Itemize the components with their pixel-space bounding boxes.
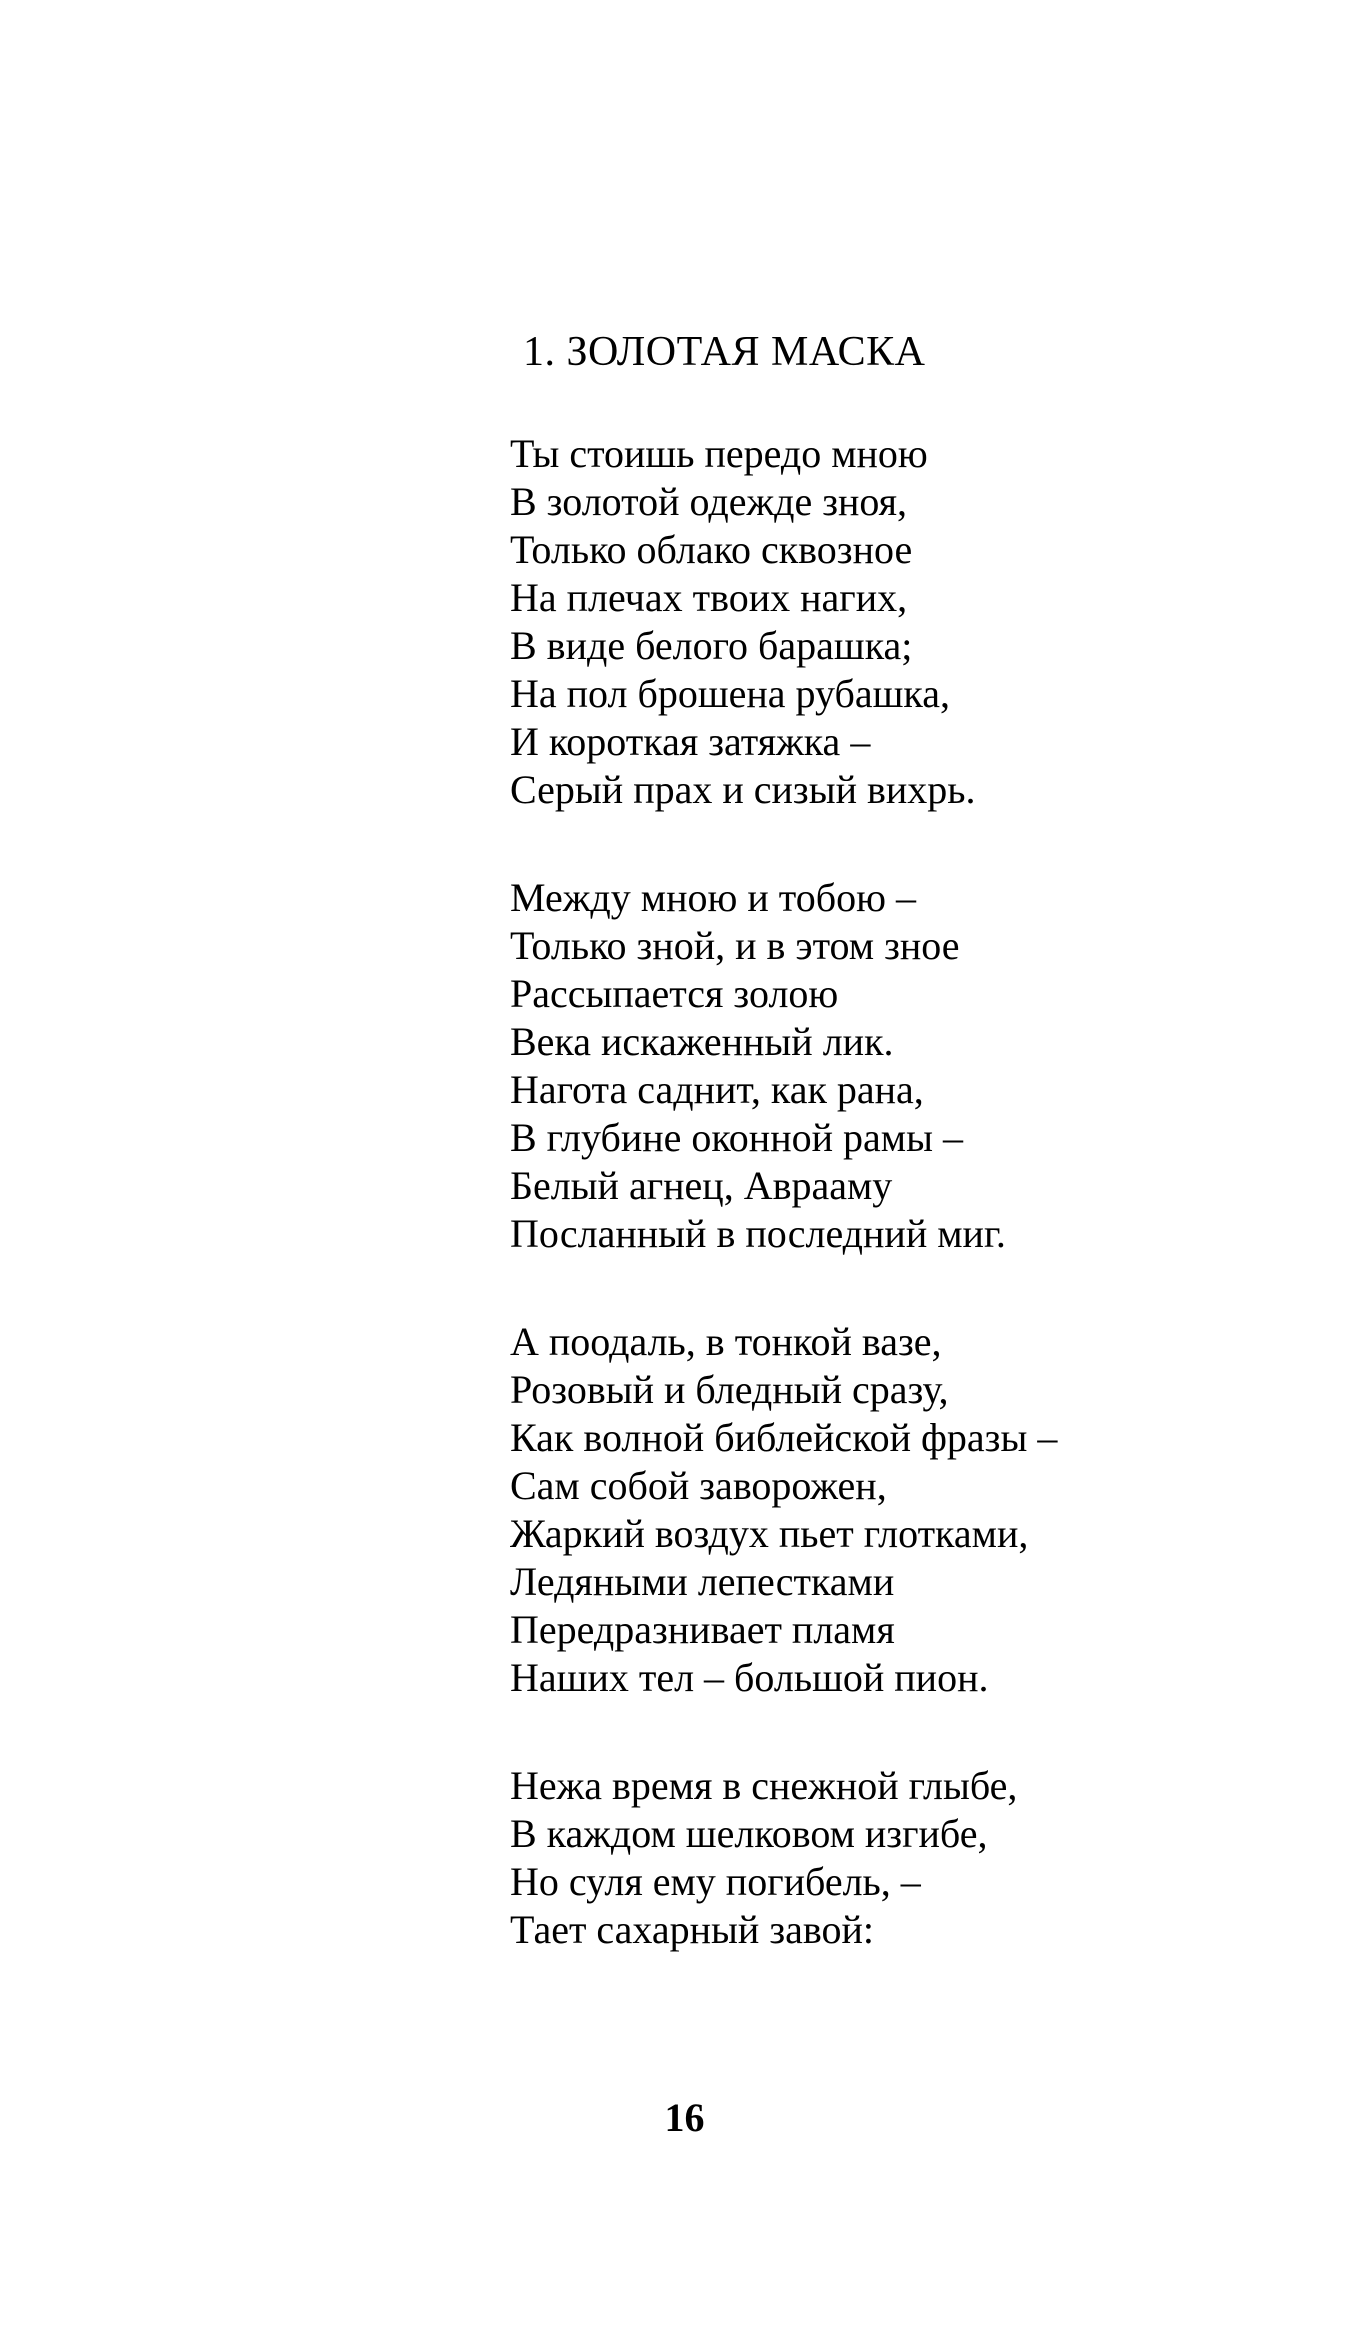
poem-line: Но суля ему погибель, – xyxy=(510,1859,921,1904)
poem-line: Нежа время в снежной глыбе, xyxy=(510,1763,1018,1808)
poem-line: Передразнивает пламя xyxy=(510,1607,895,1652)
poem-line: Ты стоишь передо мною xyxy=(510,431,928,476)
stanza-4 xyxy=(510,1762,1330,1954)
poem-line: На плечах твоих нагих, xyxy=(510,575,908,620)
poem-title: 1. ЗОЛОТАЯ МАСКА xyxy=(523,329,926,375)
poem-line: Белый агнец, Аврааму xyxy=(510,1163,893,1208)
poem-line: Тает сахарный завой: xyxy=(510,1907,875,1952)
poem-line: В виде белого барашка; xyxy=(510,623,913,668)
poem-line: Только облако сквозное xyxy=(510,527,913,572)
poem-line: Розовый и бледный сразу, xyxy=(510,1367,949,1412)
poem-line: Только зной, и в этом зное xyxy=(510,923,960,968)
poem-line: В золотой одежде зноя, xyxy=(510,479,908,524)
stanza-2 xyxy=(510,874,1330,1258)
stanza-3 xyxy=(510,1318,1330,1702)
page-number: 16 xyxy=(664,2095,705,2140)
poem-line: Наших тел – большой пион. xyxy=(510,1655,989,1700)
poem-line: В глубине оконной рамы – xyxy=(510,1115,963,1160)
stanza-1 xyxy=(510,430,1330,814)
poem-line: Между мною и тобою – xyxy=(510,875,916,920)
poem-body xyxy=(510,430,1330,2014)
poem-line: И короткая затяжка – xyxy=(510,719,871,764)
poem-line: В каждом шелковом изгибе, xyxy=(510,1811,988,1856)
poem-line: Рассыпается золою xyxy=(510,971,839,1016)
poem-line: Жаркий воздух пьет глотками, xyxy=(510,1511,1029,1556)
poem-line: На пол брошена рубашка, xyxy=(510,671,950,716)
poem-line: Как волной библейской фразы – xyxy=(510,1415,1058,1460)
poem-line: Серый прах и сизый вихрь. xyxy=(510,767,976,812)
poem-line: Посланный в последний миг. xyxy=(510,1211,1006,1256)
poem-line: Нагота саднит, как рана, xyxy=(510,1067,924,1112)
poem-line: Ледяными лепестками xyxy=(510,1559,895,1604)
poem-line: Сам собой заворожен, xyxy=(510,1463,887,1508)
poem-line: А поодаль, в тонкой вазе, xyxy=(510,1319,942,1364)
poem-line: Века искаженный лик. xyxy=(510,1019,894,1064)
